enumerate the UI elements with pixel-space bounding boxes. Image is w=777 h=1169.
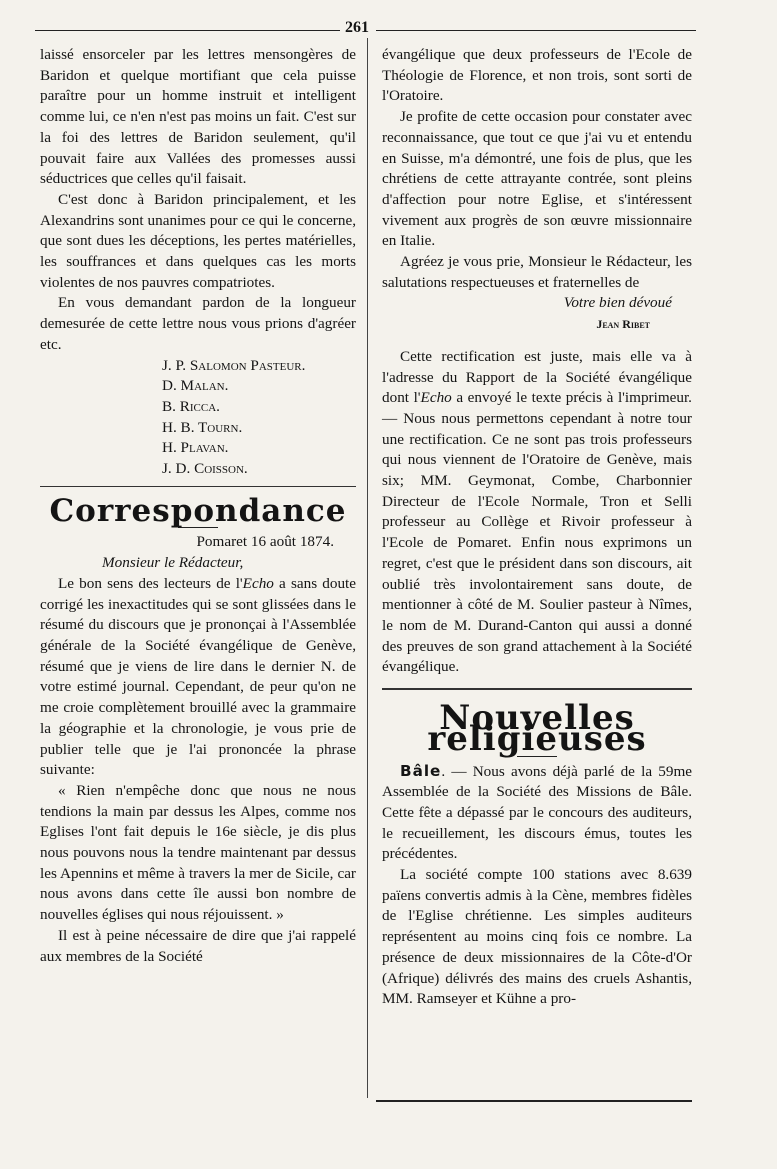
signature: H. B. Tourn. <box>162 418 243 436</box>
text-run: a sans doute corrigé les inexactitudes qui se sont glissées dans le résumé du discours que je prononçai à l'Assemblée générale de la Société évangélique de Genève, résumé que je viens de lire dans le dernier N. de votre estimé journal. Cependant, de peur qu'on ne me croie complètement brouillé avec la grammaire la géographie et la chronologie, je vous prie de publier telle que je l'ai prononcée la phrase suivante: <box>40 574 357 779</box>
left-column <box>40 45 356 967</box>
text-run: a envoyé le texte précis à l'imprimeur. — Nous nous permettons cependant à notre tour une rectification. Ce ne sont pas trois professeurs qui nous viennent de l'Oratoire de Genève, mais six; MM. Geymonat, Combe, Charbonnier Directeur de l'Ecole Normale, Tron et Selli professeur au Collège et Rivoir professeur à l'Ecole de Pomaret. Enfin nous exprimons un regret, c'est que le président dans son discours, ait oublié très involontairement sans doute, de mentionner à côté de M. Soulier pasteur à Nîmes, le nom de M. Durand-Canton qui aussi a donné des preuves de son grand attachement à la Société évangélique. <box>382 389 692 676</box>
letter-date: Pomaret 16 août 1874. <box>196 533 334 551</box>
column-divider <box>367 38 368 1098</box>
letter-paragraph: C'est donc à Baridon principalement, et les Alexandrins sont unanimes pour ce qui le concerne, que sont dues les déceptions, les pertes matérielles, les souffrances et dans quelques cas les morts violentes de nos pauvres compatriotes. <box>40 190 356 291</box>
spacer <box>382 335 692 347</box>
letter-paragraph: Agréez je vous prie, Monsieur le Rédacteur, les salutations respectueuses et fraternelles de <box>382 253 692 291</box>
journal-name: Echo <box>242 574 274 592</box>
news-paragraph: La société compte 100 stations avec 8.639 païens convertis admis à la Cène, membres fidèles de l'Eglise chrétienne. Les simples auditeurs représentent au moins cinq fois ce nombre. La présence de deux missionnaires de la Côte-d'Or (Afrique) délivrés des mains des cruels Ashantis, MM. Ramseyer et Kühne a pro- <box>382 866 692 1008</box>
signature: J. D. Coisson. <box>162 460 248 478</box>
section-rule <box>40 486 356 487</box>
letter-paragraph: évangélique que deux professeurs de l'Ecole de Théologie de Florence, et non trois, sont sorti de l'Oratoire. <box>382 46 692 105</box>
section-title: Nouvelles religieuses <box>427 698 647 759</box>
journal-name: Echo <box>420 389 452 407</box>
letter-closing: Votre bien dévoué <box>563 294 672 312</box>
text-run: . — Nous avons déjà parlé de la 59me Assemblée de la Société des Missions de Bâle. Cette fête a dépassé par le concours des auditeurs, le recueillement, les discours émus, toutes les précédentes. <box>382 762 692 863</box>
signature: D. Malan. <box>162 377 229 395</box>
place-name: Bâle <box>400 761 442 780</box>
section-rule <box>382 688 692 690</box>
quoted-passage: « Rien n'empêche donc que nous ne nous tendions la main par dessus les Alpes, comme nos Eglises l'ont fait depuis le 16e siècle, je dis plus nous pouvons nous la tendre maintenant par dessus les Apennins et même à travers la mer de Sicile, car nous avons dans cette île aussi bon nombre de nouvelles églises qui nous réjouissent. » <box>40 781 356 924</box>
signature: H. Plavan. <box>162 439 229 457</box>
signature-list <box>40 356 356 480</box>
letter-paragraph <box>40 574 356 781</box>
letter-paragraph: Il est à peine nécessaire de dire que j'ai rappelé aux membres de la Société <box>40 926 356 965</box>
bottom-rule <box>376 1100 692 1102</box>
section-title: Correspondance <box>49 492 347 529</box>
text-run: Cette rectification est juste, mais elle va à l'adresse du Rapport de la Société évangélique dont l' <box>382 347 692 407</box>
letter-paragraph: Je profite de cette occasion pour constater avec reconnaissance, que tout ce que j'ai vu et entendu en Suisse, m'a démontré, une fois de plus, que les chrétiens de cette attrayante contrée, sont pleins d'affection pour notre Eglise, et s'intéressent vivement aux progrès de son œuvre missionnaire en Italie. <box>382 108 692 250</box>
signature: B. Ricca. <box>162 397 220 415</box>
letter-paragraph: En vous demandant pardon de la longueur demesurée de cette lettre nous vous prions d'agréer etc. <box>40 294 356 353</box>
letter-salutation: Monsieur le Rédacteur, <box>102 554 244 572</box>
news-paragraph <box>382 761 692 866</box>
letter-paragraph: laissé ensorceler par les lettres mensongères de Baridon et quelque mortifiant que cela puisse paraître pour un homme instruit et intelligent comme lui, ce n'en n'est pas moins un fait. C'est sur la foi des lettres de Baridon seulement, qu'il pouvait faire aux Vallées des promesses aussi séductrices que celles qu'il faisait. <box>40 46 356 188</box>
header-rule-right <box>376 30 696 31</box>
text-run: Le bon sens des lecteurs de l' <box>58 574 243 592</box>
signature: J. P. Salomon Pasteur. <box>162 356 306 374</box>
header-rule-left <box>35 30 340 31</box>
editor-note <box>382 347 692 678</box>
right-column <box>382 45 692 1010</box>
page-number: 261 <box>345 19 369 36</box>
letter-signature: Jean Ribet <box>596 317 650 332</box>
